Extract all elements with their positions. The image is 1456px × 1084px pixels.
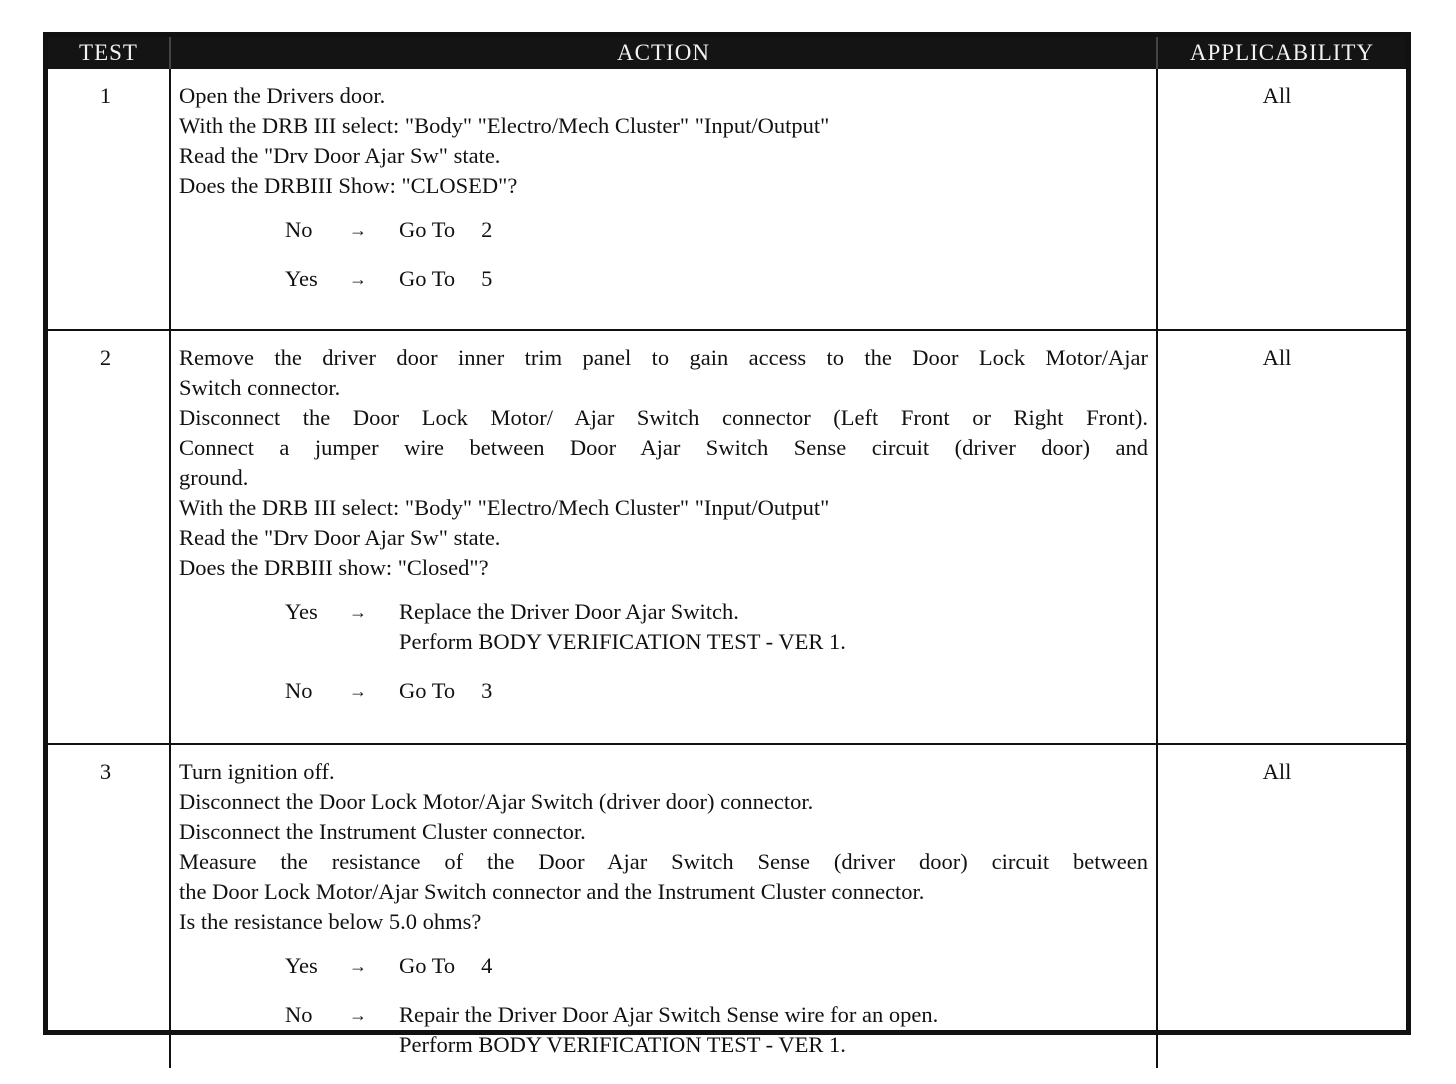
goto-step bbox=[399, 264, 1148, 294]
goto-number: 4 bbox=[481, 953, 493, 978]
procedure-table bbox=[48, 37, 1406, 1068]
action-line: With the DRB III select: "Body" "Electro/Mech Cluster" "Input/Output" bbox=[179, 495, 830, 520]
goto-step bbox=[399, 676, 1148, 706]
choice-yes bbox=[179, 264, 1148, 294]
answer-label: Yes bbox=[285, 599, 318, 624]
choice-list bbox=[179, 951, 1148, 1060]
header-action: ACTION bbox=[170, 37, 1157, 69]
applicability-cell: All bbox=[1157, 69, 1406, 330]
goto-label: Go To bbox=[399, 266, 456, 291]
test-row-1 bbox=[48, 69, 1406, 330]
answer-label: No bbox=[285, 217, 313, 242]
goto-step bbox=[399, 215, 1148, 245]
answer-label: No bbox=[285, 1002, 313, 1027]
action-line: With the DRB III select: "Body" "Electro/Mech Cluster" "Input/Output" bbox=[179, 113, 830, 138]
action-line: Does the DRBIII Show: "CLOSED"? bbox=[179, 173, 518, 198]
action-line: Is the resistance below 5.0 ohms? bbox=[179, 909, 482, 934]
result-text bbox=[399, 1000, 1148, 1060]
choice-yes bbox=[179, 951, 1148, 981]
action-line: ground. bbox=[179, 465, 249, 490]
test-row-3 bbox=[48, 744, 1406, 1068]
choice-list bbox=[179, 597, 1148, 706]
header-row bbox=[48, 37, 1406, 69]
test-number: 1 bbox=[99, 83, 112, 108]
arrow-icon: → bbox=[349, 220, 367, 240]
applicability-cell: All bbox=[1157, 744, 1406, 1068]
choice-no bbox=[179, 1000, 1148, 1060]
action-line: Disconnect the Door Lock Motor/Ajar Switch (driver door) connector. bbox=[179, 789, 814, 814]
result-line: Perform BODY VERIFICATION TEST - VER 1. bbox=[399, 629, 846, 654]
arrow-icon: → bbox=[349, 269, 367, 289]
answer-label: No bbox=[285, 678, 313, 703]
action-cell bbox=[170, 69, 1157, 330]
applicability-cell: All bbox=[1157, 330, 1406, 744]
header-applicability: APPLICABILITY bbox=[1157, 37, 1406, 69]
arrow-icon: → bbox=[349, 602, 367, 622]
result-text bbox=[399, 597, 1148, 657]
header-test: TEST bbox=[48, 37, 170, 69]
goto-number: 2 bbox=[481, 217, 493, 242]
action-line: Connect a jumper wire between Door Ajar Switch Sense circuit (driver door) and bbox=[179, 435, 1148, 460]
goto-number: 5 bbox=[481, 266, 493, 291]
action-line: Open the Drivers door. bbox=[179, 83, 386, 108]
action-line: the Door Lock Motor/Ajar Switch connector and the Instrument Cluster connector. bbox=[179, 879, 925, 904]
action-line: Remove the driver door inner trim panel to gain access to the Door Lock Motor/Ajar bbox=[179, 345, 1148, 370]
result-line: Replace the Driver Door Ajar Switch. bbox=[399, 599, 739, 624]
answer-label: Yes bbox=[285, 266, 318, 291]
goto-number: 3 bbox=[481, 678, 493, 703]
action-line: Does the DRBIII show: "Closed"? bbox=[179, 555, 489, 580]
choice-no bbox=[179, 676, 1148, 706]
action-line: Switch connector. bbox=[179, 375, 341, 400]
choice-no bbox=[179, 215, 1148, 245]
result-line: Repair the Driver Door Ajar Switch Sense wire for an open. bbox=[399, 1002, 939, 1027]
test-number: 2 bbox=[48, 330, 170, 744]
answer-label: Yes bbox=[285, 953, 318, 978]
action-line: Read the "Drv Door Ajar Sw" state. bbox=[179, 143, 501, 168]
test-row-2 bbox=[48, 330, 1406, 744]
action-line: Measure the resistance of the Door Ajar Switch Sense (driver door) circuit between bbox=[179, 849, 1148, 874]
test-number: 3 bbox=[48, 744, 170, 1068]
action-line: Disconnect the Instrument Cluster connector. bbox=[179, 819, 586, 844]
action-cell bbox=[170, 330, 1157, 744]
goto-label: Go To bbox=[399, 953, 456, 978]
action-line: Read the "Drv Door Ajar Sw" state. bbox=[179, 525, 501, 550]
choice-yes bbox=[179, 597, 1148, 657]
goto-label: Go To bbox=[399, 217, 456, 242]
arrow-icon: → bbox=[349, 1005, 367, 1025]
choice-list bbox=[179, 215, 1148, 294]
action-cell bbox=[170, 744, 1157, 1068]
action-line: Turn ignition off. bbox=[179, 759, 335, 784]
arrow-icon: → bbox=[349, 681, 367, 701]
result-line: Perform BODY VERIFICATION TEST - VER 1. bbox=[399, 1032, 846, 1057]
goto-step bbox=[399, 951, 1148, 981]
arrow-icon: → bbox=[349, 956, 367, 976]
action-line: Disconnect the Door Lock Motor/ Ajar Switch connector (Left Front or Right Front). bbox=[179, 405, 1148, 430]
goto-label: Go To bbox=[399, 678, 456, 703]
diagnostic-test-table bbox=[43, 32, 1411, 1057]
